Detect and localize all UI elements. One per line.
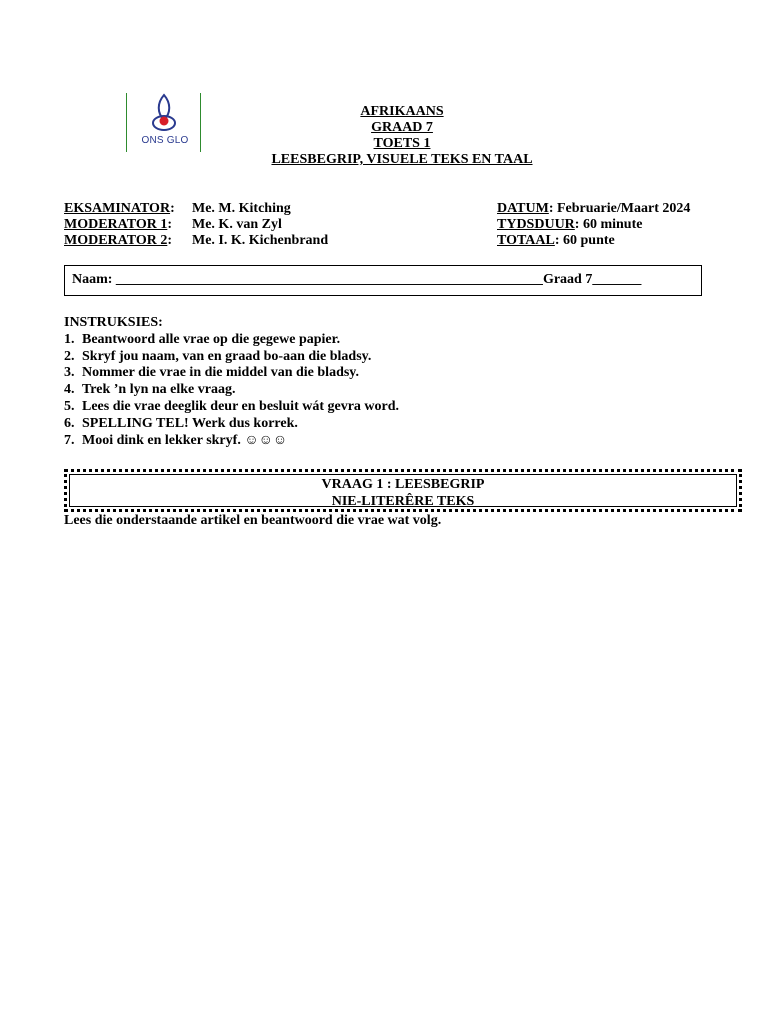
list-item bbox=[64, 382, 399, 399]
staff-label: EKSAMINATOR bbox=[64, 201, 171, 216]
item-text: Skryf jou naam, van en graad bo-aan die bladsy. bbox=[82, 348, 372, 364]
title-subject: AFRIKAANS bbox=[360, 104, 444, 119]
staff-value: Me. I. K. Kichenbrand bbox=[192, 233, 329, 248]
item-text: Beantwoord alle vrae op die gegewe papier. bbox=[82, 331, 341, 347]
question-title: VRAAG 1 : LEESBEGRIP bbox=[321, 477, 485, 492]
detail-label: TOTAAL bbox=[497, 233, 555, 248]
reading-instruction: Lees die onderstaande artikel en beantwoord die vrae wat volg. bbox=[64, 513, 442, 528]
detail-row bbox=[497, 201, 690, 217]
item-number: 3. bbox=[64, 365, 75, 381]
exam-details bbox=[497, 201, 690, 249]
detail-value: : Februarie/Maart 2024 bbox=[548, 201, 691, 216]
staff-label: MODERATOR 2 bbox=[64, 233, 168, 248]
list-item bbox=[64, 332, 399, 349]
grade-field[interactable]: Graad 7_______ bbox=[542, 272, 642, 287]
list-item bbox=[64, 349, 399, 366]
school-logo bbox=[126, 93, 202, 152]
name-field[interactable]: Naam: _____________________________________________________________ bbox=[72, 272, 543, 287]
item-text: Lees die vrae deeglik deur en besluit wát gevra word. bbox=[82, 398, 400, 414]
staff-label: MODERATOR 1 bbox=[64, 217, 168, 232]
staff-value: Me. K. van Zyl bbox=[192, 217, 282, 232]
item-number: 2. bbox=[64, 348, 75, 364]
detail-label: DATUM bbox=[497, 201, 549, 216]
detail-row bbox=[497, 217, 690, 233]
item-text: Mooi dink en lekker skryf. ☺☺☺ bbox=[82, 432, 288, 448]
staff-row: MODERATOR 1: Me. K. van Zyl bbox=[64, 217, 282, 232]
flame-icon bbox=[126, 93, 202, 137]
title-topic: LEESBEGRIP, VISUELE TEKS EN TAAL bbox=[271, 152, 533, 167]
item-text: Trek ’n lyn na elke vraag. bbox=[82, 382, 236, 398]
staff-row: EKSAMINATOR: Me. M. Kitching bbox=[64, 201, 291, 216]
detail-label: TYDSDUUR bbox=[497, 217, 575, 232]
item-text: SPELLING TEL! Werk dus korrek. bbox=[82, 415, 298, 431]
detail-row bbox=[497, 233, 690, 249]
list-item bbox=[64, 365, 399, 382]
name-box bbox=[64, 265, 702, 296]
document-title bbox=[200, 104, 604, 168]
staff-value: Me. M. Kitching bbox=[192, 201, 291, 216]
logo-text: ONS GLO bbox=[141, 135, 189, 146]
staff-row: MODERATOR 2: Me. I. K. Kichenbrand bbox=[64, 233, 329, 248]
instructions-heading: INSTRUKSIES: bbox=[64, 315, 163, 330]
item-number: 4. bbox=[64, 382, 75, 398]
item-text: Nommer die vrae in die middel van die bladsy. bbox=[82, 365, 360, 381]
list-item bbox=[64, 399, 399, 416]
detail-value: : 60 minute bbox=[574, 217, 643, 232]
staff-info bbox=[64, 201, 329, 249]
item-number: 1. bbox=[64, 331, 75, 347]
item-number: 6. bbox=[64, 415, 75, 431]
list-item bbox=[64, 433, 399, 450]
detail-value: : 60 punte bbox=[554, 233, 615, 248]
item-number: 5. bbox=[64, 398, 75, 414]
title-grade: GRAAD 7 bbox=[371, 120, 433, 135]
title-test: TOETS 1 bbox=[373, 136, 431, 151]
item-number: 7. bbox=[64, 432, 75, 448]
question-subtitle: NIE-LITERÊRE TEKS bbox=[331, 494, 475, 509]
instructions bbox=[64, 315, 399, 449]
list-item bbox=[64, 416, 399, 433]
question-header bbox=[64, 469, 742, 512]
instructions-list bbox=[64, 332, 399, 450]
